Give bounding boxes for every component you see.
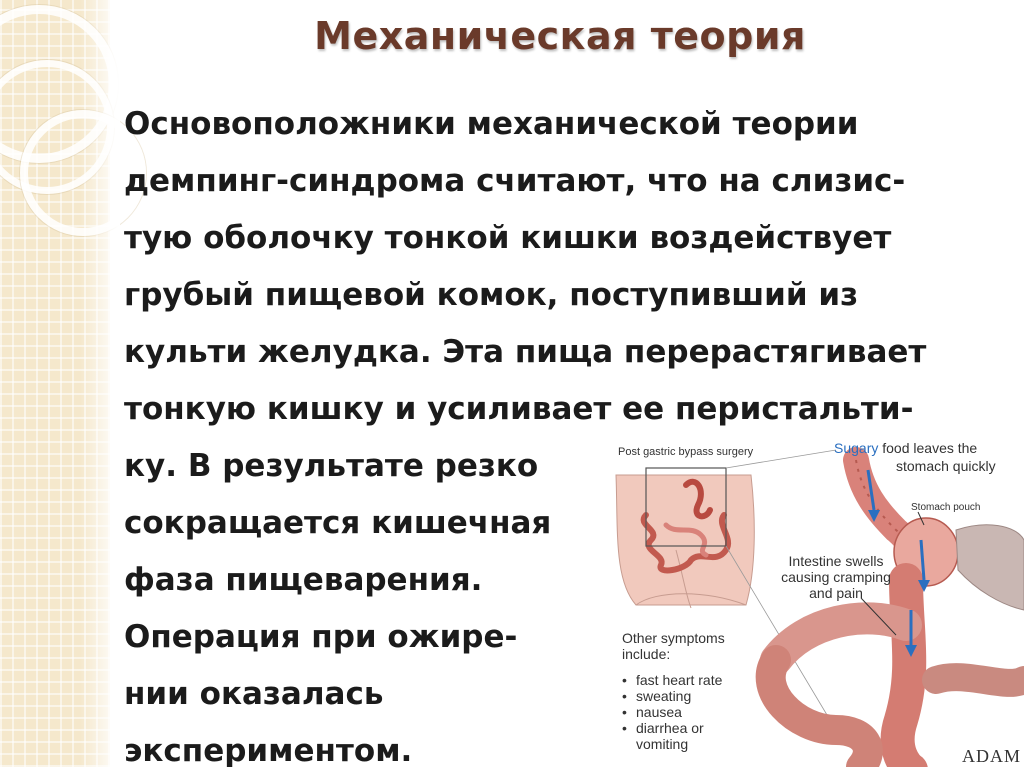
sugary-rest: food leaves the — [878, 440, 978, 456]
paragraph-line: ку. В результате резко — [124, 448, 539, 484]
symptom-item-continuation: vomiting — [636, 736, 689, 752]
intestine-caption-line: Intestine swells — [788, 553, 884, 569]
sugary-word: Sugary — [834, 440, 879, 456]
side-fade — [80, 0, 120, 767]
paragraph-line: тонкую кишку и усиливает ее перистальти- — [124, 391, 914, 427]
paragraph-line: Основоположники механической теории — [124, 106, 859, 142]
slide-title: Механическая теория — [314, 14, 806, 58]
paragraph-line: сокращается кишечная — [124, 505, 552, 541]
symptom-item: • nausea — [622, 704, 682, 720]
torso-drawing — [616, 468, 754, 608]
paragraph-line: нии оказалась — [124, 676, 384, 712]
paragraph-line: тую оболочку тонкой кишки воздействует — [124, 220, 892, 256]
paragraph-line: культи желудка. Эта пища перерастягивает — [124, 334, 927, 370]
adam-brand-logo: ADAM — [962, 746, 1022, 766]
intestine-drawing — [771, 580, 1024, 767]
intestine-caption-line: causing cramping — [781, 569, 891, 585]
gastric-bypass-illustration — [606, 430, 1024, 767]
bullet-icon: • — [622, 672, 627, 688]
stomach-pouch-label: Stomach pouch — [911, 502, 981, 513]
symptom-item: • fast heart rate — [622, 672, 723, 688]
symptom-item: • sweating — [622, 688, 692, 704]
symptom-item: • diarrhea or — [622, 720, 704, 736]
other-symptoms-line: Other symptoms — [622, 630, 725, 646]
stomach-quickly-caption: stomach quickly — [896, 458, 996, 474]
figure-caption-top: Post gastric bypass surgery — [618, 446, 754, 458]
bullet-icon: • — [622, 704, 627, 720]
paragraph-line: Операция при ожире- — [124, 619, 518, 655]
intestine-caption — [766, 553, 906, 601]
bullet-icon: • — [622, 720, 627, 736]
paragraph-line: грубый пищевой комок, поступивший из — [124, 277, 859, 313]
symptoms-list — [622, 672, 722, 752]
other-symptoms-line: include: — [622, 646, 671, 662]
bullet-icon: • — [622, 688, 627, 704]
paragraph-line: фаза пищеварения. — [124, 562, 483, 598]
paragraph-line: демпинг-синдрома считают, что на слизис- — [124, 163, 906, 199]
other-symptoms-heading — [622, 630, 725, 662]
intestine-caption-line: and pain — [809, 585, 863, 601]
sugary-caption — [834, 440, 977, 456]
paragraph-line: экспериментом. — [124, 733, 413, 767]
